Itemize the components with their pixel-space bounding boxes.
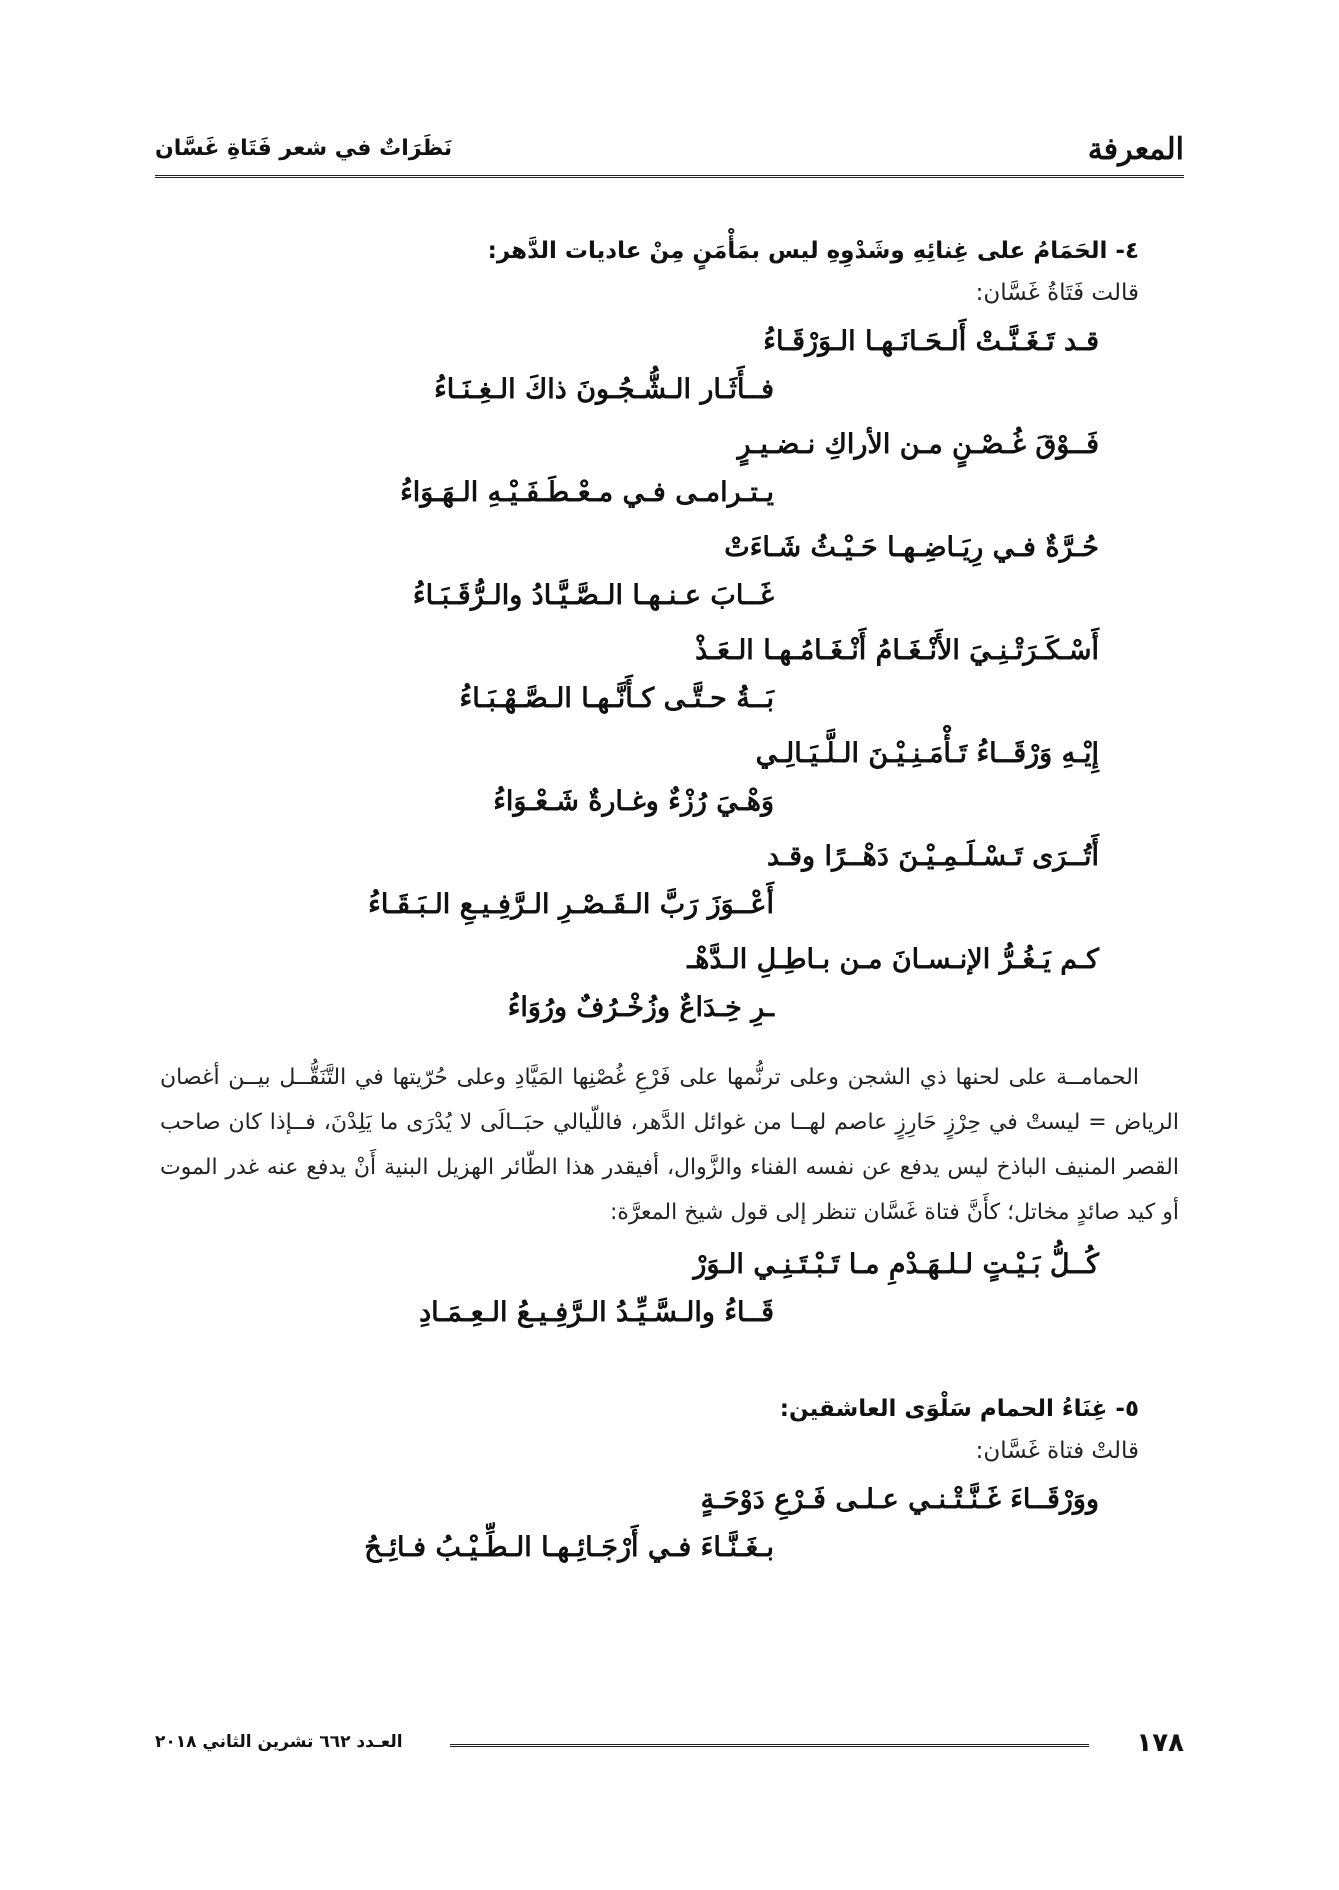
poem-couplet — [160, 841, 1179, 944]
poem-intro: قالت فَتَاةُ غَسَّان: — [975, 280, 1139, 306]
poem-couplet — [160, 738, 1179, 841]
poem-hemistich-first: كـم يَـغُـرُّ الإنـسـانَ مـن بـاطِـلِ الـدَّهْـ — [687, 944, 1099, 975]
poem — [160, 1484, 1179, 1587]
poem-hemistich-first: إِيْـهِ وَرْقَــاءُ تَـأْمَـنِـيْـنَ الـلَّـيَـالِـي — [755, 738, 1099, 769]
article-title: نَظَرَاتٌ في شعر فَتَاةِ غَسَّان — [155, 136, 453, 161]
poem-hemistich-first: ووَرْقَــاءَ غَـنَّـتْـنـي عـلـى فَـرْعِ دَوْحَـةٍ — [700, 1484, 1099, 1515]
poem-couplet — [160, 429, 1179, 532]
poem-hemistich-second: يـتـرامـى فـي مـعْـطَـفَـيْـهِ الـهَـوَاءُ — [400, 477, 774, 508]
poem-hemistich-second: بـغَـنَّـاءَ فـي أَرْجَـائِـهـا الـطِّـيْـبُ فـائِـحُ — [364, 1532, 774, 1563]
section-five — [160, 1388, 1179, 1587]
poem-hemistich-second: أَعْــوَزَ رَبَّ الـقَـصْـرِ الـرَّفِـيـعِ الـبَـقَـاءُ — [368, 889, 774, 920]
page-content — [160, 230, 1179, 1587]
poem-hemistich-first: قـد تَـغَـنَّـتْ أَلـحَـانَـهـا الـوَرْقَـاءُ — [763, 326, 1099, 357]
header-divider — [155, 175, 1184, 178]
poem — [160, 326, 1179, 1047]
page-header — [155, 130, 1184, 178]
page-number: ١٧٨ — [1136, 1728, 1184, 1758]
poem-couplet — [160, 1484, 1179, 1587]
poem-couplet — [160, 326, 1179, 429]
commentary-paragraph: الحمامــة على لحنها ذي الشجن وعلى ترنُّمها على فَرْعِ غُصْنِها المَيَّادِ وعلى حُرّيتها في التَّنَقُّــل بيــن أغصان الرياض = ليستْ في حِرْزٍ حَارِزٍ عاصم لهــا من غوائل الدَّهر، فاللّيالي حبَــالَى لا يُدْرَى ما يَلِدْنَ، فــإذا كان صاحب القصر المنيف الباذخ ليس يدفع عن نفسه الفناء والزَّوال، أفيقدر هذا الطّائر الهزيل البنية أَنْ يدفع عنه غدر الموت أو كيد صائدٍ مخاتل؛ كأَنَّ فتاة غَسَّان تنظر إلى قول شيخ المعرَّة: — [160, 1065, 1179, 1225]
poem-hemistich-second: ـرِ خِـدَاعٌ وزُخْـرُفٌ ورُوَاءُ — [507, 992, 774, 1023]
poem-hemistich-first: حُـرَّةٌ فـي رِيَـاضِـهـا حَـيْـثُ شَـاءَتْ — [724, 532, 1099, 563]
poem-intro: قالتْ فتاة غَسَّان: — [975, 1438, 1139, 1464]
poem-hemistich-second: وَهْـيَ رُزْءٌ وغـارةٌ شَـعْـوَاءُ — [493, 786, 774, 817]
section-heading: ٤- الحَمَامُ على غِنائِهِ وشَدْوِهِ ليس بمَأْمَنٍ مِنْ عاديات الدَّهر: — [487, 238, 1139, 264]
poem-hemistich-first: كُــلُّ بَـيْـتٍ لـلـهَـدْمِ مـا تَـبْـتَـنِـي الـوَرْ — [693, 1249, 1099, 1280]
quoted-verse — [160, 1249, 1179, 1352]
poem-hemistich-second: بَــةُ حـتَّـى كـأَنَّـهـا الـصَّـهْـبَـاءُ — [459, 683, 774, 714]
poem-couplet — [160, 944, 1179, 1047]
page-footer — [155, 1728, 1184, 1768]
poem-couplet — [160, 532, 1179, 635]
poem-hemistich-first: فَــوْقَ غُـصْـنٍ مـن الأراكِ نـضـيـرٍ — [737, 429, 1099, 460]
poem-hemistich-second: فــأَثَـار الـشُّـجُـونَ ذاكَ الـغِـنَـاءُ — [434, 374, 774, 405]
poem-hemistich-second: غَــابَ عـنـهـا الـصَّـيَّـادُ والـرُّقَـبَـاءُ — [412, 580, 774, 611]
poem-hemistich-first: أَتُــرَى تَـسْـلَـمِـيْـنَ دَهْــرًا وقـد — [767, 841, 1099, 872]
section-heading: ٥- غِنَاءُ الحمام سَلْوَى العاشقين: — [779, 1396, 1139, 1422]
footer-divider — [450, 1744, 1089, 1747]
magazine-name: المعرفة — [1087, 132, 1184, 167]
issue-info: العـدد ٦٦٢ تشرين الثاني ٢٠١٨ — [155, 1732, 403, 1752]
poem-hemistich-second: قَــاءُ والـسَّـيِّـدُ الـرَّفِـيـعُ الـعِـمَـادِ — [419, 1297, 774, 1328]
poem-hemistich-first: أَسْـكَـرَتْـنِـيَ الأَنْـغَـامُ أَنْـغَـامُـهـا الـعَـذْ — [695, 635, 1099, 666]
poem-couplet — [160, 1249, 1179, 1352]
poem-couplet — [160, 635, 1179, 738]
